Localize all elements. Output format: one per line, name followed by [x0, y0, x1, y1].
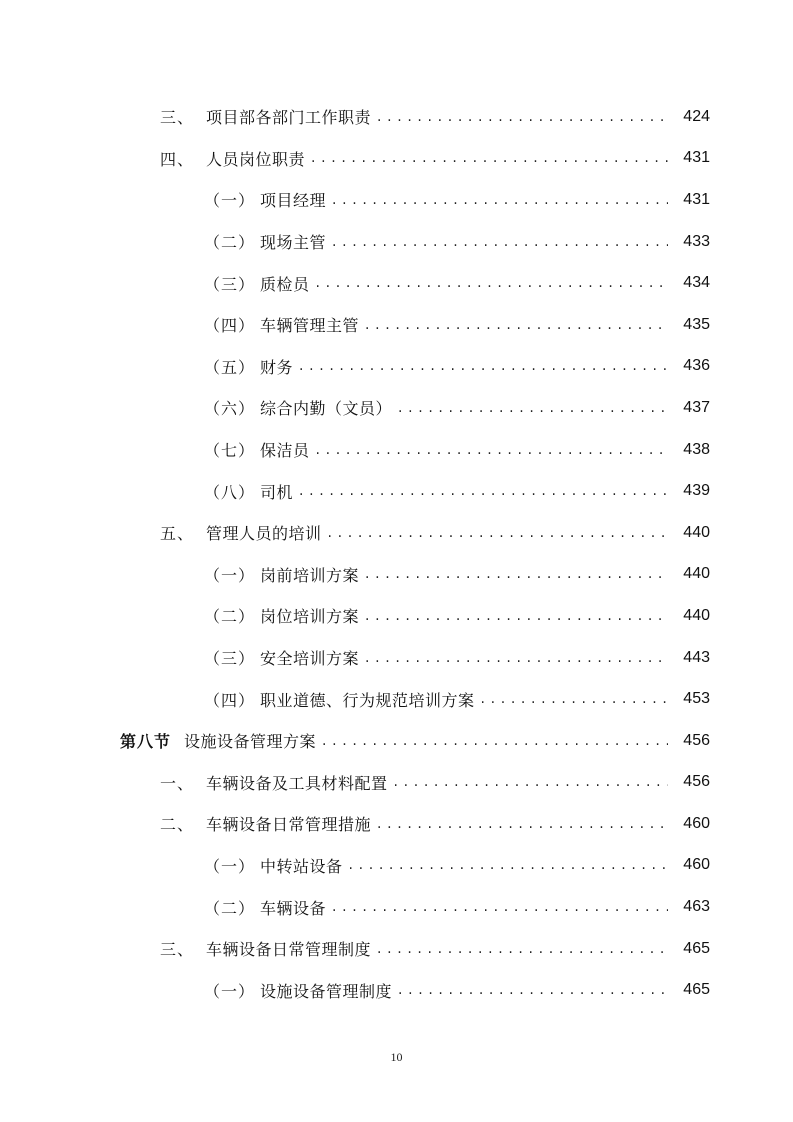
toc-entry[interactable]	[0, 387, 793, 429]
toc-entry[interactable]	[0, 138, 793, 180]
toc-entry-page-number: 453	[683, 690, 710, 708]
toc-entry-page-number: 437	[683, 398, 710, 416]
toc-entry-page-number: 460	[683, 856, 710, 874]
toc-entry-title: 司机	[260, 482, 294, 502]
toc-entry[interactable]	[0, 637, 793, 679]
toc-dot-leader	[365, 564, 668, 584]
toc-entry-title: 车辆管理主管	[260, 316, 360, 336]
toc-entry[interactable]	[0, 886, 793, 928]
toc-entry-title: 车辆设备	[260, 898, 327, 918]
toc-dot-leader	[377, 939, 668, 959]
toc-entry[interactable]	[0, 470, 793, 512]
toc-entry-title: 岗位培训方案	[260, 607, 360, 627]
toc-entry[interactable]	[0, 554, 793, 596]
toc-entry-page-number: 438	[683, 440, 710, 458]
toc-entry-number: （一）	[204, 981, 256, 1001]
toc-entry[interactable]	[0, 512, 793, 554]
toc-entry-title: 车辆设备日常管理措施	[206, 815, 372, 835]
toc-dot-leader	[349, 855, 668, 875]
toc-entry-page-number: 439	[683, 482, 710, 500]
toc-dot-leader	[365, 606, 668, 626]
toc-entry[interactable]	[0, 221, 793, 263]
toc-dot-leader	[328, 523, 668, 543]
toc-dot-leader	[394, 772, 668, 792]
toc-entry-number: 二、	[160, 815, 195, 835]
toc-entry[interactable]	[0, 845, 793, 887]
toc-entry-title: 人员岗位职责	[206, 149, 306, 169]
toc-dot-leader	[316, 273, 668, 293]
toc-entry-title: 综合内勤（文员）	[260, 399, 393, 419]
toc-entry-number: （二）	[204, 233, 256, 253]
toc-entry[interactable]	[0, 803, 793, 845]
toc-dot-leader	[398, 980, 668, 1000]
toc-entry-title: 保洁员	[260, 441, 310, 461]
toc-entry-title: 项目部各部门工作职责	[206, 108, 372, 128]
toc-entry[interactable]	[0, 179, 793, 221]
toc-entry-number: 三、	[160, 108, 195, 128]
toc-entry-title: 项目经理	[260, 191, 327, 211]
toc-entry-page-number: 435	[683, 315, 710, 333]
toc-dot-leader	[316, 440, 668, 460]
toc-dot-leader	[398, 398, 668, 418]
toc-entry-title: 质检员	[260, 274, 310, 294]
toc-entry-title: 职业道德、行为规范培训方案	[260, 690, 475, 710]
toc-entry-number: （五）	[204, 357, 256, 377]
toc-entry[interactable]	[0, 678, 793, 720]
toc-entry-title: 岗前培训方案	[260, 565, 360, 585]
toc-entry[interactable]	[0, 346, 793, 388]
table-of-contents	[0, 96, 793, 1011]
toc-entry[interactable]	[0, 304, 793, 346]
toc-entry-title: 车辆设备及工具材料配置	[206, 773, 388, 793]
toc-entry-page-number: 443	[683, 648, 710, 666]
toc-dot-leader	[332, 190, 668, 210]
toc-entry-page-number: 440	[683, 523, 710, 541]
toc-entry-page-number: 424	[683, 107, 710, 125]
toc-entry-number: 一、	[160, 773, 195, 793]
toc-entry-title: 财务	[260, 357, 294, 377]
toc-entry-number: （二）	[204, 898, 256, 918]
toc-entry-page-number: 431	[683, 149, 710, 167]
toc-entry-title: 车辆设备日常管理制度	[206, 940, 372, 960]
toc-dot-leader	[311, 148, 668, 168]
toc-entry-number: （六）	[204, 399, 256, 419]
toc-entry-page-number: 440	[683, 606, 710, 624]
toc-dot-leader	[299, 356, 668, 376]
toc-entry-page-number: 460	[683, 814, 710, 832]
toc-entry-number: 四、	[160, 149, 195, 169]
toc-entry-page-number: 431	[683, 190, 710, 208]
toc-entry-page-number: 456	[683, 773, 710, 791]
toc-entry-number: 第八节	[120, 732, 172, 752]
toc-entry-number: （一）	[204, 191, 256, 211]
toc-entry-title: 安全培训方案	[260, 649, 360, 669]
toc-entry[interactable]	[0, 928, 793, 970]
toc-entry[interactable]	[0, 429, 793, 471]
toc-entry-page-number: 434	[683, 274, 710, 292]
toc-dot-leader	[365, 648, 668, 668]
toc-entry-number: （七）	[204, 441, 256, 461]
toc-entry[interactable]	[0, 96, 793, 138]
toc-entry-page-number: 433	[683, 232, 710, 250]
toc-entry-title: 现场主管	[260, 233, 327, 253]
toc-entry-number: （三）	[204, 649, 256, 669]
toc-entry-page-number: 436	[683, 357, 710, 375]
toc-entry-number: （四）	[204, 690, 256, 710]
toc-entry-number: （一）	[204, 856, 256, 876]
toc-entry-title: 设施设备管理方案	[184, 732, 317, 752]
toc-entry-number: （一）	[204, 565, 256, 585]
toc-entry-page-number: 456	[683, 731, 710, 749]
toc-dot-leader	[365, 315, 668, 335]
toc-dot-leader	[481, 689, 668, 709]
toc-entry-title: 中转站设备	[260, 856, 343, 876]
toc-dot-leader	[299, 481, 668, 501]
toc-entry-number: （三）	[204, 274, 256, 294]
toc-entry[interactable]	[0, 969, 793, 1011]
toc-entry[interactable]	[0, 720, 793, 762]
toc-dot-leader	[322, 731, 668, 751]
toc-entry-page-number: 440	[683, 565, 710, 583]
toc-entry-number: （八）	[204, 482, 256, 502]
page-number: 10	[390, 1050, 403, 1064]
toc-entry-title: 设施设备管理制度	[260, 981, 393, 1001]
toc-dot-leader	[377, 814, 668, 834]
toc-dot-leader	[377, 107, 668, 127]
toc-entry-number: （四）	[204, 316, 256, 336]
toc-entry[interactable]	[0, 262, 793, 304]
toc-entry-number: （二）	[204, 607, 256, 627]
toc-entry[interactable]	[0, 762, 793, 804]
toc-entry-number: 三、	[160, 940, 195, 960]
toc-entry-page-number: 465	[683, 981, 710, 999]
toc-dot-leader	[332, 897, 668, 917]
toc-entry[interactable]	[0, 595, 793, 637]
toc-entry-page-number: 465	[683, 939, 710, 957]
toc-entry-title: 管理人员的培训	[206, 524, 322, 544]
toc-dot-leader	[332, 232, 668, 252]
toc-entry-number: 五、	[160, 524, 195, 544]
toc-entry-page-number: 463	[683, 898, 710, 916]
